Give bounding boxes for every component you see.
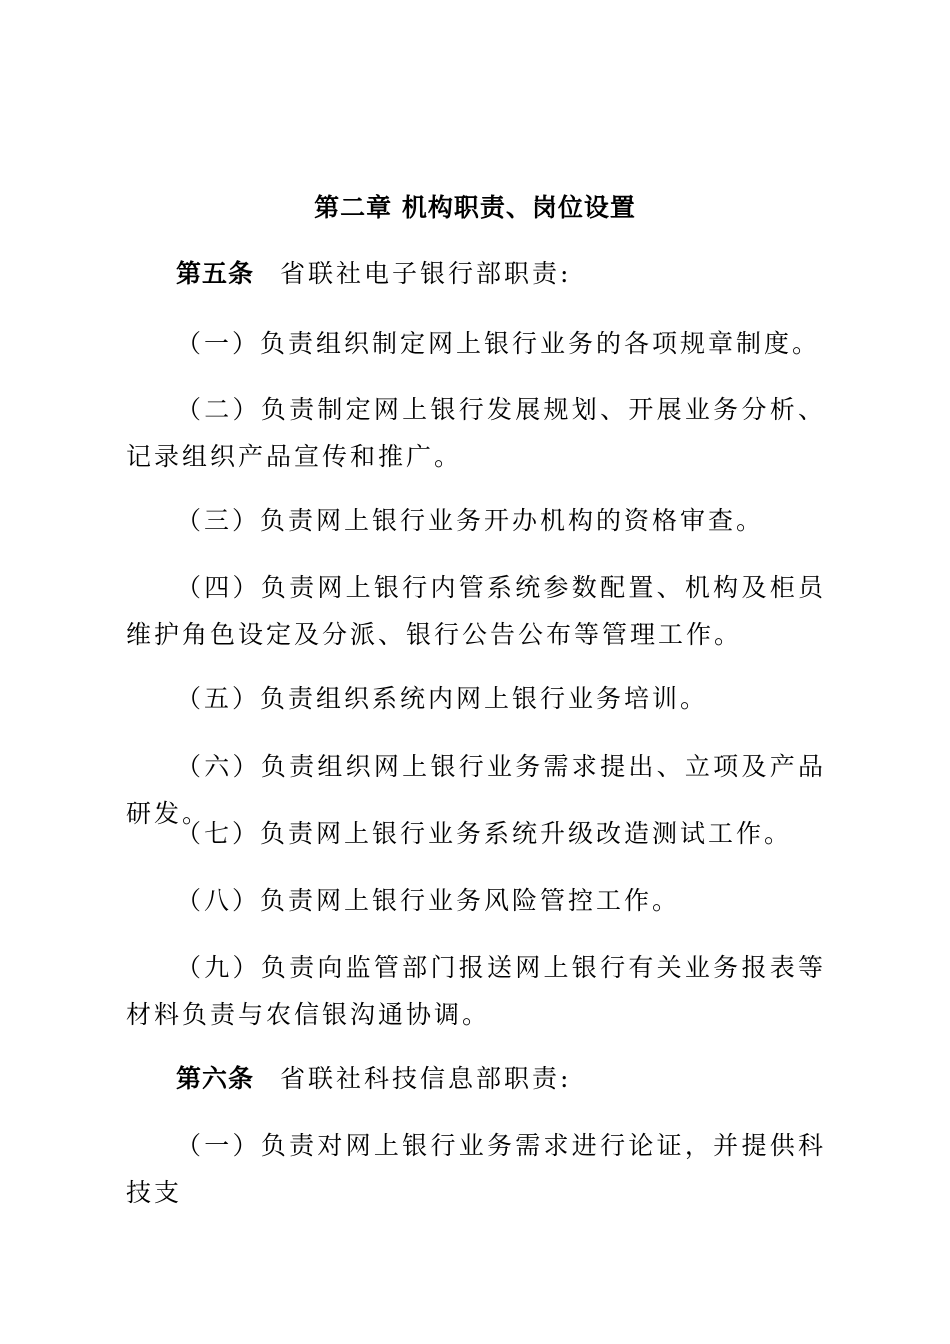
article-6-intro: 省联社科技信息部职责: <box>280 1064 572 1093</box>
article-5-item-1: （一）负责组织制定网上银行业务的各项规章制度。 <box>176 329 821 358</box>
article-5-item-9: （九）负责向监管部门报送网上银行有关业务报表等材料负责与农信银沟通协调。 <box>126 953 826 1029</box>
chapter-title: 第二章 机构职责、岗位设置 <box>314 193 636 222</box>
article-6-heading: 第六条 <box>176 1064 255 1093</box>
article-5-intro: 省联社电子银行部职责: <box>280 259 572 288</box>
article-5-item-4: （四）负责网上银行内管系统参数配置、机构及柜员维护角色设定及分派、银行公告公布等管理工作。 <box>126 573 826 649</box>
article-5-item-7: （七）负责网上银行业务系统升级改造测试工作。 <box>176 819 793 848</box>
article-5-item-5: （五）负责组织系统内网上银行业务培训。 <box>176 684 709 713</box>
article-5-paragraph <box>126 250 826 297</box>
article-5-item-8: （八）负责网上银行业务风险管控工作。 <box>176 886 681 915</box>
article-5-item-6: （六）负责组织网上银行业务需求提出、立项及产品研发。 <box>126 752 826 828</box>
article-6-item-1: （一）负责对网上银行业务需求进行论证，并提供科技支 <box>126 1131 826 1207</box>
article-5-item-2: （二）负责制定网上银行发展规划、开展业务分析、记录组织产品宣传和推广。 <box>126 395 826 471</box>
article-6-paragraph <box>126 1055 826 1102</box>
article-5-item-3: （三）负责网上银行业务开办机构的资格审查。 <box>176 506 765 535</box>
article-5-heading: 第五条 <box>176 259 255 288</box>
